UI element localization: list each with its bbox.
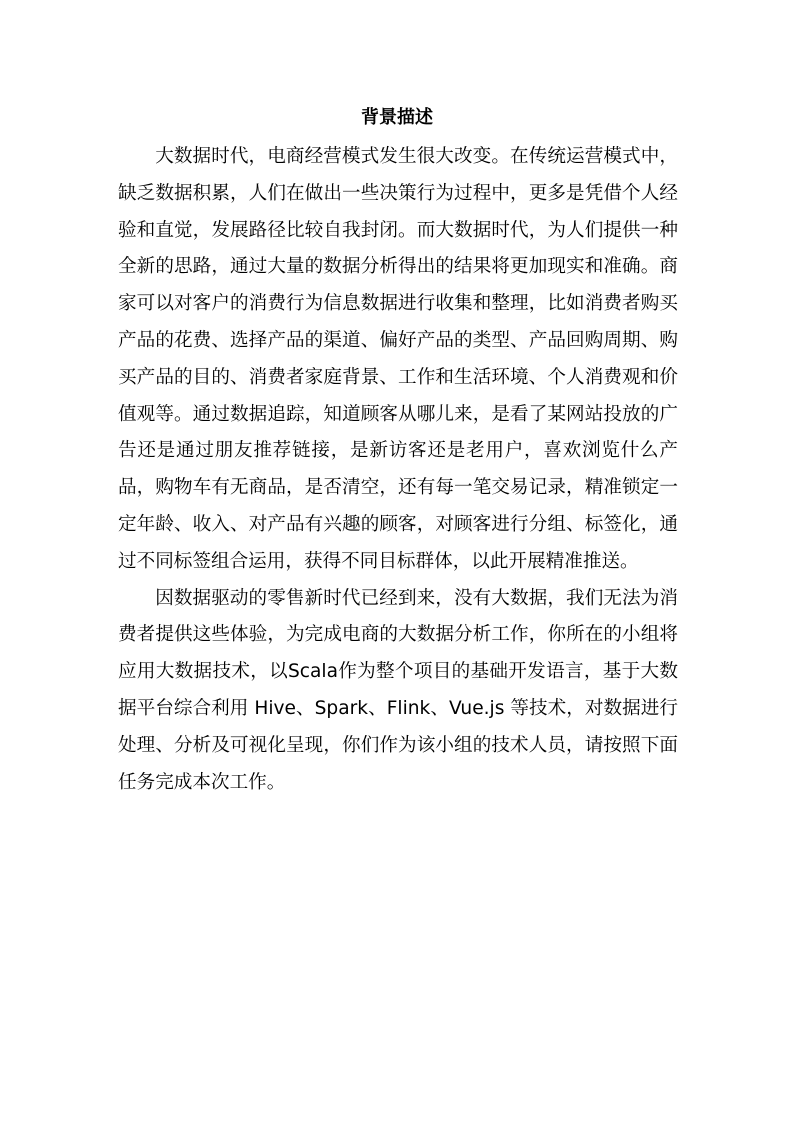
paragraph-1: 大数据时代，电商经营模式发生很大改变。在传统运营模式中，缺乏数据积累，人们在做出一些决策行为过程中，更多是凭借个人经验和直觉，发展路径比较自我封闭。而大数据时代，为人们提供一种全新的思路，通过大量的数据分析得出的结果将更加现实和准确。商家可以对客户的消费行为信息数据进行收集和整理，比如消费者购买产品的花费、选择产品的渠道、偏好产品的类型、产品回购周期、购买产品的目的、消费者家庭背景、工作和生活环境、个人消费观和价值观等。通过数据追踪，知道顾客从哪儿来，是看了某网站投放的广告还是通过朋友推荐链接，是新访客还是老用户，喜欢浏览什么产品，购物车有无商品，是否清空，还有每一笔交易记录，精准锁定一定年龄、收入、对产品有兴趣的顾客，对顾客进行分组、标签化，通过不同标签组合运用，获得不同目标群体，以此开展精准推送。 — [118, 146, 678, 572]
document-body — [118, 139, 678, 801]
page-title: 背景描述 — [361, 107, 433, 128]
paragraph-2: 因数据驱动的零售新时代已经到来，没有大数据，我们无法为消费者提供这些体验，为完成电商的大数据分析工作，你所在的小组将应用大数据技术，以Scala作为整个项目的基础开发语言，基于大数据平台综合利用 Hive、Spark、Flink、Vue.js 等技术，对数据进行处理、分析及可视化呈现，你们作为该小组的技术人员，请按照下面任务完成本次工作。 — [118, 587, 678, 793]
